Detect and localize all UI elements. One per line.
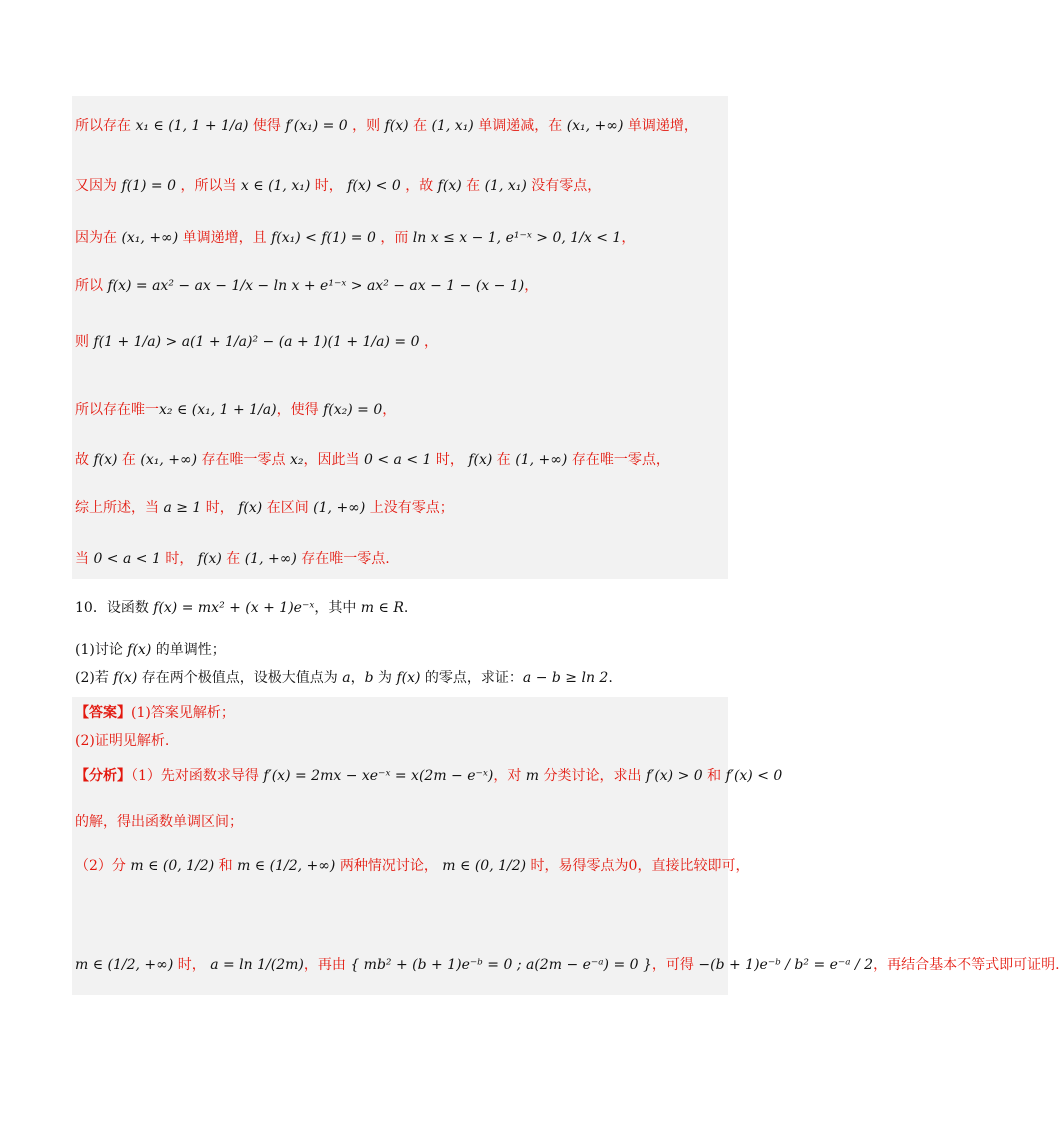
question-title bbox=[75, 598, 408, 618]
math-expression: f(x) bbox=[93, 452, 118, 468]
math-expression: 0 < a < 1 bbox=[93, 551, 161, 567]
math-expression: f′(x₁) = 0 bbox=[280, 118, 353, 134]
analysis-line-4 bbox=[75, 955, 1060, 975]
solution-line-2 bbox=[75, 176, 601, 196]
text-segment: 在 bbox=[221, 551, 245, 567]
math-expression: b bbox=[364, 670, 374, 686]
text-segment: 时， bbox=[201, 500, 239, 516]
text-segment: 综上所述，当 bbox=[75, 500, 164, 516]
math-expression: { mb² + (b + 1)e⁻ᵇ = 0 ; a(2m − e⁻ᵃ) = 0 } bbox=[350, 957, 652, 973]
text-segment: 则 bbox=[75, 334, 89, 350]
math-expression: (1, +∞) bbox=[244, 551, 297, 567]
text-segment: 在 bbox=[492, 452, 516, 468]
text-segment: 两种情况讨论， bbox=[335, 858, 443, 874]
math-expression: (1, +∞) bbox=[515, 452, 568, 468]
math-expression: f′(x) = 2mx − xe⁻ˣ = x(2m − e⁻ˣ) bbox=[263, 768, 494, 784]
math-expression: (1, +∞) bbox=[313, 500, 366, 516]
text-segment: 上没有零点； bbox=[365, 500, 454, 516]
text-segment: 的零点，求证： bbox=[420, 670, 523, 686]
text-segment: 和 bbox=[214, 858, 238, 874]
analysis-line-3 bbox=[75, 856, 749, 876]
text-segment: 时， bbox=[173, 957, 211, 973]
solution-line-9 bbox=[75, 549, 390, 569]
math-expression: x ∈ (1, x₁) bbox=[240, 178, 311, 194]
math-expression: −(b + 1)e⁻ᵇ / b² = e⁻ᵃ / 2 bbox=[698, 957, 874, 973]
text-segment: 在 bbox=[117, 452, 141, 468]
text-segment: 存在两个极值点，设极大值点为 bbox=[137, 670, 343, 686]
math-expression: x₂ bbox=[290, 452, 304, 468]
text-segment: 单调递增，且 bbox=[182, 230, 272, 246]
math-expression: f(1) = 0 bbox=[117, 178, 181, 194]
text-segment: 在 bbox=[461, 178, 485, 194]
text-segment: 没有零点， bbox=[526, 178, 602, 194]
math-expression: (1, x₁) bbox=[431, 118, 474, 134]
math-expression: f′(x) < 0 bbox=[725, 768, 783, 784]
math-expression: m ∈ (1/2, +∞) bbox=[237, 858, 336, 874]
question-part-1 bbox=[75, 640, 226, 660]
math-expression: f(x) = ax² − ax − 1/x − ln x + e¹⁻ˣ > ax² − ax − 1 − (x − 1) bbox=[103, 278, 525, 294]
text-segment: ，所以当 bbox=[180, 178, 241, 194]
math-expression: m ∈ (0, 1/2) bbox=[442, 858, 527, 874]
answer-line-2 bbox=[75, 731, 169, 751]
math-expression: f(x) bbox=[197, 551, 222, 567]
text-segment: ，可得 bbox=[651, 957, 699, 973]
math-expression: f(x) bbox=[113, 670, 138, 686]
text-segment: ，故 bbox=[405, 178, 438, 194]
text-segment: ， bbox=[423, 334, 438, 350]
text-segment: (1)答案见解析； bbox=[131, 705, 235, 721]
text-segment: 单调递增， bbox=[623, 118, 698, 134]
text-segment: 使得 bbox=[252, 118, 281, 134]
math-expression: (x₁, +∞) bbox=[117, 230, 183, 246]
text-segment: 存在唯一零点 bbox=[197, 452, 291, 468]
text-segment: （1）先对函数求导得 bbox=[131, 768, 264, 784]
math-expression: x₁ ∈ (1, 1 + 1/a) bbox=[131, 118, 253, 134]
text-segment: 存在唯一零点， bbox=[567, 452, 670, 468]
math-expression: a ≥ 1 bbox=[163, 500, 202, 516]
text-segment: . bbox=[608, 670, 613, 686]
text-segment: 10．设函数 bbox=[75, 600, 154, 616]
math-expression: f(x) bbox=[437, 178, 462, 194]
math-expression: f(x₁) < f(1) = 0 bbox=[271, 230, 376, 246]
text-segment: 存在唯一零点. bbox=[296, 551, 390, 567]
text-segment: 的解，得出函数单调区间； bbox=[75, 814, 243, 830]
math-expression: f(x) = mx² + (x + 1)e⁻ˣ bbox=[153, 600, 315, 616]
text-segment: 所以存在 bbox=[75, 118, 131, 134]
text-segment: 分类讨论，求出 bbox=[539, 768, 646, 784]
text-segment: ， bbox=[382, 402, 397, 418]
math-expression: f(1 + 1/a) > a(1 + 1/a)² − (a + 1)(1 + 1/a) = 0 bbox=[89, 334, 424, 350]
text-segment: 在 bbox=[408, 118, 432, 134]
text-segment: 在区间 bbox=[262, 500, 314, 516]
math-expression: m ∈ (1/2, +∞) bbox=[75, 957, 174, 973]
text-segment: 的单调性； bbox=[151, 642, 226, 658]
text-segment: 当 bbox=[75, 551, 94, 567]
question-part-2 bbox=[75, 668, 613, 688]
text-segment: （2）分 bbox=[75, 858, 131, 874]
text-segment: (2)证明见解析. bbox=[75, 733, 170, 749]
text-segment: 时，易得零点为0，直接比较即可， bbox=[526, 858, 750, 874]
text-segment: 所以存在唯一 bbox=[75, 402, 159, 418]
solution-line-8 bbox=[75, 498, 454, 518]
solution-line-1 bbox=[75, 116, 698, 136]
math-expression: m bbox=[525, 768, 540, 784]
text-segment: ， bbox=[350, 670, 365, 686]
text-segment: 所以 bbox=[75, 278, 103, 294]
text-segment: 时， bbox=[431, 452, 469, 468]
solution-line-6 bbox=[75, 400, 396, 420]
text-segment: 时， bbox=[310, 178, 343, 194]
text-segment: . bbox=[403, 600, 409, 616]
math-expression: f(x) bbox=[468, 452, 493, 468]
solution-line-3 bbox=[75, 228, 635, 248]
math-expression: 0 < a < 1 bbox=[363, 452, 432, 468]
math-expression: f(x₂) = 0 bbox=[318, 402, 383, 418]
answer-analysis-panel bbox=[72, 697, 728, 995]
math-expression: (x₁, +∞) bbox=[566, 118, 624, 134]
text-segment: 和 bbox=[702, 768, 726, 784]
solution-line-4 bbox=[75, 276, 538, 296]
text-segment: 【答案】 bbox=[75, 705, 131, 721]
text-segment: ，再结合基本不等式即可证明. bbox=[873, 957, 1060, 973]
text-segment: 时， bbox=[160, 551, 198, 567]
math-expression: f′(x) > 0 bbox=[645, 768, 703, 784]
text-segment: 为 bbox=[373, 670, 397, 686]
math-expression: (1, x₁) bbox=[484, 178, 527, 194]
math-expression: f(x) bbox=[384, 118, 409, 134]
math-expression: (x₁, +∞) bbox=[140, 452, 198, 468]
text-segment: ，而 bbox=[375, 230, 413, 246]
text-segment: (2)若 bbox=[75, 670, 114, 686]
text-segment: 单调递减，在 bbox=[473, 118, 567, 134]
text-segment: 故 bbox=[75, 452, 94, 468]
math-expression: m ∈ R bbox=[360, 600, 404, 616]
math-expression: f(x) bbox=[238, 500, 263, 516]
math-expression: f(x) < 0 bbox=[342, 178, 406, 194]
math-expression: m ∈ (0, 1/2) bbox=[130, 858, 215, 874]
text-segment: 【分析】 bbox=[75, 768, 131, 784]
text-segment: ，则 bbox=[352, 118, 385, 134]
text-segment: ， bbox=[621, 230, 636, 246]
math-expression: ln x ≤ x − 1, e¹⁻ˣ > 0, 1/x < 1 bbox=[412, 230, 622, 246]
math-expression: f(x) bbox=[127, 642, 152, 658]
solution-line-5 bbox=[75, 332, 438, 352]
math-expression: x₂ ∈ (x₁, 1 + 1/a) bbox=[159, 402, 277, 418]
text-segment: ，对 bbox=[493, 768, 526, 784]
analysis-line-2 bbox=[75, 812, 243, 832]
math-expression: a − b ≥ ln 2 bbox=[522, 670, 609, 686]
solution-line-7 bbox=[75, 450, 670, 470]
text-segment: ，使得 bbox=[276, 402, 319, 418]
math-expression: a bbox=[342, 670, 351, 686]
analysis-line-1 bbox=[75, 766, 782, 786]
text-segment: ， bbox=[524, 278, 539, 294]
math-expression: a = ln 1/(2m) bbox=[210, 957, 304, 973]
text-segment: 又因为 bbox=[75, 178, 117, 194]
text-segment: (1)讨论 bbox=[75, 642, 128, 658]
text-segment: ，其中 bbox=[314, 600, 361, 616]
text-segment: ，因此当 bbox=[303, 452, 364, 468]
text-segment: 因为在 bbox=[75, 230, 117, 246]
math-expression: f(x) bbox=[396, 670, 421, 686]
text-segment: ，再由 bbox=[303, 957, 351, 973]
answer-line-1 bbox=[75, 703, 235, 723]
